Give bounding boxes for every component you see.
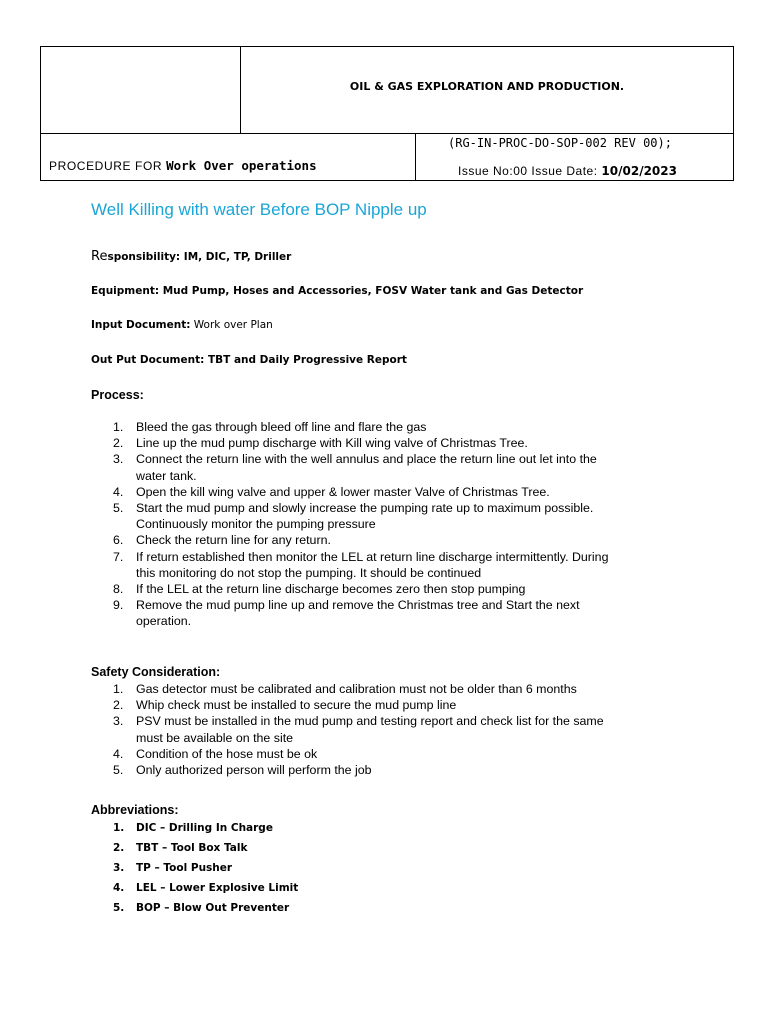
list-item-text: TP – Tool Pusher xyxy=(136,862,233,874)
list-item xyxy=(91,878,298,898)
list-item-text: TBT – Tool Box Talk xyxy=(136,842,248,854)
list-item xyxy=(91,818,298,838)
process-list xyxy=(91,419,691,630)
list-item-number: 4. xyxy=(113,484,124,499)
list-item-number: 5. xyxy=(113,902,125,914)
list-item-line: Bleed the gas through bleed off line and flare the gas xyxy=(136,420,427,434)
list-item xyxy=(91,858,298,878)
list-item-number: 5. xyxy=(113,501,124,516)
list-item xyxy=(91,532,691,548)
input-document-line xyxy=(91,319,273,331)
input-document-label: Input Document: xyxy=(91,319,191,331)
abbreviations-list xyxy=(91,818,298,918)
list-item-line: Remove the mud pump line up and remove the Christmas tree and Start the next xyxy=(136,598,580,613)
list-item xyxy=(91,713,691,745)
responsibility-value: IM, DIC, TP, Driller xyxy=(180,251,292,263)
equipment-line xyxy=(91,285,583,297)
list-item xyxy=(91,419,691,435)
list-item xyxy=(91,746,691,762)
list-item xyxy=(91,435,691,451)
issue-date: 10/02/2023 xyxy=(601,164,677,178)
page-title: Well Killing with water Before BOP Nipple up xyxy=(91,200,427,219)
list-item-number: 2. xyxy=(113,842,125,854)
input-document-value: Work over Plan xyxy=(190,319,273,331)
equipment-value: Mud Pump, Hoses and Accessories, FOSV Water tank and Gas Detector xyxy=(159,285,584,297)
equipment-label: Equipment: xyxy=(91,285,160,297)
list-item-line: If the LEL at the return line discharge becomes zero then stop pumping xyxy=(136,582,526,597)
list-item-number: 3. xyxy=(113,452,124,467)
list-item-number: 1. xyxy=(113,822,125,834)
list-item-line: Check the return line for any return. xyxy=(136,533,331,548)
list-item xyxy=(91,549,691,581)
list-item xyxy=(91,762,691,778)
document-header-table xyxy=(40,46,734,181)
list-item-number: 6. xyxy=(113,533,124,548)
list-item xyxy=(91,898,298,918)
list-item-line: Start the mud pump and slowly increase the pumping rate up to maximum possible. xyxy=(136,501,594,516)
list-item xyxy=(91,484,691,500)
list-item xyxy=(91,581,691,597)
process-heading: Process: xyxy=(91,388,144,402)
list-item-number: 2. xyxy=(113,436,124,451)
output-document-value: TBT and Daily Progressive Report xyxy=(204,354,407,366)
list-item-number: 2. xyxy=(113,698,124,713)
list-item-line: Continuously monitor the pumping pressure xyxy=(136,517,376,532)
logo-cell xyxy=(41,47,241,133)
responsibility-line xyxy=(91,249,291,264)
responsibility-label: sponsibility: xyxy=(107,251,181,263)
list-item-line: Only authorized person will perform the job xyxy=(136,763,372,778)
abbreviations-heading: Abbreviations: xyxy=(91,803,179,817)
list-item-number: 7. xyxy=(113,549,124,564)
document-number: (RG-IN-PROC-DO-SOP-002 REV 00); xyxy=(448,136,672,150)
list-item xyxy=(91,838,298,858)
procedure-title xyxy=(49,158,317,173)
output-document-line xyxy=(91,354,407,366)
list-item-text: BOP – Blow Out Preventer xyxy=(136,902,290,914)
output-document-label: Out Put Document: xyxy=(91,354,205,366)
list-item-number: 8. xyxy=(113,582,124,597)
list-item-line: Connect the return line with the well annulus and place the return line out let into the xyxy=(136,452,597,467)
list-item-line: Open the kill wing valve and upper & lower master Valve of Christmas Tree. xyxy=(136,484,550,499)
responsibility-label-start: Re xyxy=(91,249,108,264)
procedure-name: Work Over operations xyxy=(166,158,317,173)
safety-list xyxy=(91,681,691,778)
list-item-text: LEL – Lower Explosive Limit xyxy=(136,882,299,894)
company-name: OIL & GAS EXPLORATION AND PRODUCTION. xyxy=(349,79,625,93)
issue-prefix: Issue No:00 Issue Date: xyxy=(458,164,602,178)
list-item-line: water tank. xyxy=(136,468,197,483)
list-item-text: DIC – Drilling In Charge xyxy=(136,822,273,834)
header-divider xyxy=(41,133,733,134)
list-item-number: 1. xyxy=(113,420,124,434)
list-item-number: 1. xyxy=(113,682,124,696)
list-item xyxy=(91,681,691,697)
procedure-prefix: PROCEDURE FOR xyxy=(49,159,167,173)
list-item-number: 3. xyxy=(113,862,125,874)
company-cell xyxy=(241,47,733,133)
list-item xyxy=(91,597,691,629)
list-item-number: 5. xyxy=(113,763,124,778)
list-item xyxy=(91,697,691,713)
list-item-line: Gas detector must be calibrated and calibration must not be older than 6 months xyxy=(136,682,577,696)
list-item-number: 3. xyxy=(113,714,124,729)
list-item-line: must be available on the site xyxy=(136,730,294,745)
list-item-line: If return established then monitor the LEL at return line discharge intermittently. During xyxy=(136,549,609,564)
list-item xyxy=(91,451,691,483)
issue-info xyxy=(458,164,677,178)
list-item-line: Whip check must be installed to secure the mud pump line xyxy=(136,698,457,713)
safety-heading: Safety Consideration: xyxy=(91,665,221,679)
header-column-divider xyxy=(415,133,416,180)
list-item-line: Condition of the hose must be ok xyxy=(136,746,318,761)
list-item-number: 4. xyxy=(113,746,124,761)
list-item-number: 9. xyxy=(113,598,124,613)
list-item-number: 4. xyxy=(113,882,125,894)
list-item-line: operation. xyxy=(136,614,192,629)
list-item xyxy=(91,500,691,532)
list-item-line: this monitoring do not stop the pumping. It should be continued xyxy=(136,565,482,580)
list-item-line: Line up the mud pump discharge with Kill wing valve of Christmas Tree. xyxy=(136,436,528,451)
list-item-line: PSV must be installed in the mud pump and testing report and check list for the same xyxy=(136,714,604,729)
